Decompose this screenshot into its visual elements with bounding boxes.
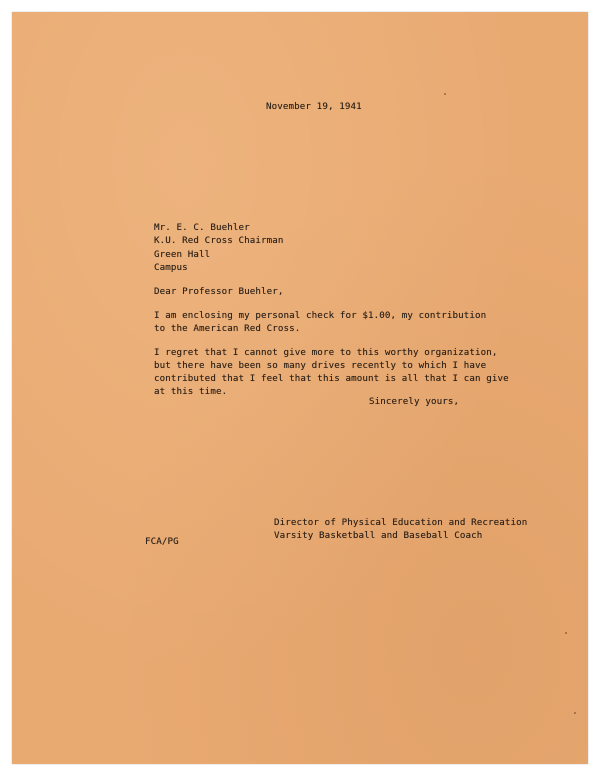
signature-title-line: Director of Physical Education and Recreation <box>274 517 528 528</box>
address-line-location: Campus <box>154 262 188 273</box>
paragraph-line: I regret that I cannot give more to this worthy organization, <box>154 347 498 358</box>
typist-initials: FCA/PG <box>145 536 179 547</box>
address-line-name: Mr. E. C. Buehler <box>154 222 250 233</box>
signature-title-line: Varsity Basketball and Baseball Coach <box>274 530 483 541</box>
paragraph-line: I am enclosing my personal check for $1.00, my contribution <box>154 310 487 321</box>
paper-speck <box>565 632 567 634</box>
closing: Sincerely yours, <box>369 396 460 407</box>
address-line-building: Green Hall <box>154 249 211 260</box>
paragraph-line: contributed that I feel that this amount is all that I can give <box>154 373 509 384</box>
address-line-title: K.U. Red Cross Chairman <box>154 235 284 246</box>
letter-date: November 19, 1941 <box>266 101 362 112</box>
letter-page <box>12 12 588 764</box>
paragraph-line: at this time. <box>154 386 228 397</box>
salutation: Dear Professor Buehler, <box>154 286 284 297</box>
paragraph-line: but there have been so many drives recently to which I have <box>154 360 487 371</box>
paragraph-line: to the American Red Cross. <box>154 323 301 334</box>
paper-speck <box>444 93 446 95</box>
paper-speck <box>574 712 576 714</box>
